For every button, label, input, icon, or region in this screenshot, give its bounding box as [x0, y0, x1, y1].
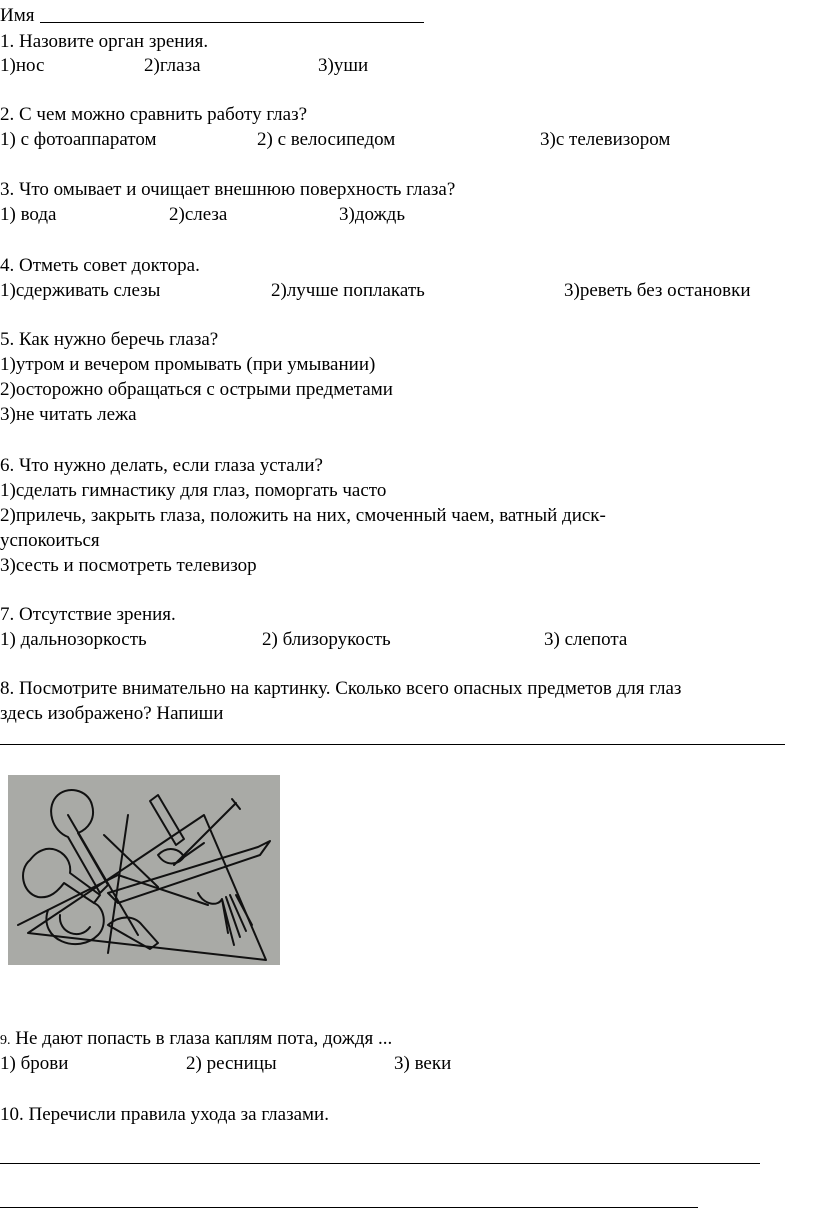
q6-option-2-continued: успокоиться: [0, 530, 100, 551]
q4-option-3[interactable]: 3)реветь без остановки: [564, 280, 751, 301]
question-4-title: 4. Отметь совет доктора.: [0, 255, 200, 276]
q6-option-3[interactable]: 3)сесть и посмотреть телевизор: [0, 555, 257, 576]
q6-option-1[interactable]: 1)сделать гимнастику для глаз, поморгать часто: [0, 480, 387, 501]
q7-option-2[interactable]: 2) близорукость: [262, 629, 391, 650]
pen-shape: [150, 795, 184, 845]
q5-option-3[interactable]: 3)не читать лежа: [0, 404, 137, 425]
question-9-number: 9.: [0, 1033, 11, 1048]
q3-option-1[interactable]: 1) вода: [0, 204, 57, 225]
stick-shape: [108, 815, 128, 953]
fork-shape: [198, 893, 252, 945]
q1-option-2[interactable]: 2)глаза: [144, 55, 201, 76]
question-5-title: 5. Как нужно беречь глаза?: [0, 329, 219, 350]
name-label: Имя: [0, 5, 35, 26]
question-3-title: 3. Что омывает и очищает внешнюю поверхность глаза?: [0, 179, 456, 200]
q3-option-2[interactable]: 2)слеза: [169, 204, 228, 225]
q2-option-2[interactable]: 2) с велосипедом: [257, 129, 396, 150]
q7-option-3[interactable]: 3) слепота: [544, 629, 628, 650]
question-8-title: 8. Посмотрите внимательно на картинку. Сколько всего опасных предметов для глаз: [0, 678, 682, 699]
question-8-title-continued: здесь изображено? Напиши: [0, 703, 224, 724]
question-9-text: Не дают попасть в глаза каплям пота, дождя ...: [10, 1028, 393, 1049]
name-answer-line[interactable]: [40, 22, 424, 23]
question-1-title: 1. Назовите орган зрения.: [0, 31, 209, 52]
q4-option-2[interactable]: 2)лучше поплакать: [271, 280, 425, 301]
q6-option-2[interactable]: 2)прилечь, закрыть глаза, положить на них, смоченный чаем, ватный диск-: [0, 505, 606, 526]
scissors-handle-shape: [23, 849, 100, 903]
question-7-title: 7. Отсутствие зрения.: [0, 604, 176, 625]
question-6-title: 6. Что нужно делать, если глаза устали?: [0, 455, 323, 476]
question-10-title: 10. Перечисли правила ухода за глазами.: [0, 1104, 329, 1125]
q9-option-1[interactable]: 1) брови: [0, 1053, 69, 1074]
q7-option-1[interactable]: 1) дальнозоркость: [0, 629, 147, 650]
q1-option-3[interactable]: 3)уши: [318, 55, 369, 76]
q8-answer-line[interactable]: [0, 744, 785, 745]
question-2-title: 2. С чем можно сравнить работу глаз?: [0, 104, 308, 125]
q5-option-2[interactable]: 2)осторожно обращаться с острыми предметами: [0, 379, 393, 400]
q1-option-1[interactable]: 1)нос: [0, 55, 45, 76]
q3-option-3[interactable]: 3)дождь: [339, 204, 405, 225]
q2-option-3[interactable]: 3)с телевизором: [540, 129, 671, 150]
question-9-title: [0, 1027, 392, 1053]
dangerous-objects-picture: [8, 775, 280, 965]
q10-answer-line-2[interactable]: [0, 1207, 698, 1208]
q2-option-1[interactable]: 1) с фотоаппаратом: [0, 129, 157, 150]
q9-option-2[interactable]: 2) ресницы: [186, 1053, 277, 1074]
triangle-ruler-shape: [28, 815, 266, 960]
q10-answer-line-1[interactable]: [0, 1163, 760, 1164]
q9-option-3[interactable]: 3) веки: [394, 1053, 452, 1074]
scissors-shape: [51, 790, 108, 893]
q5-option-1[interactable]: 1)утром и вечером промывать (при умывании): [0, 354, 376, 375]
q4-option-1[interactable]: 1)сдерживать слезы: [0, 280, 161, 301]
pin-head-shape: [158, 849, 184, 863]
